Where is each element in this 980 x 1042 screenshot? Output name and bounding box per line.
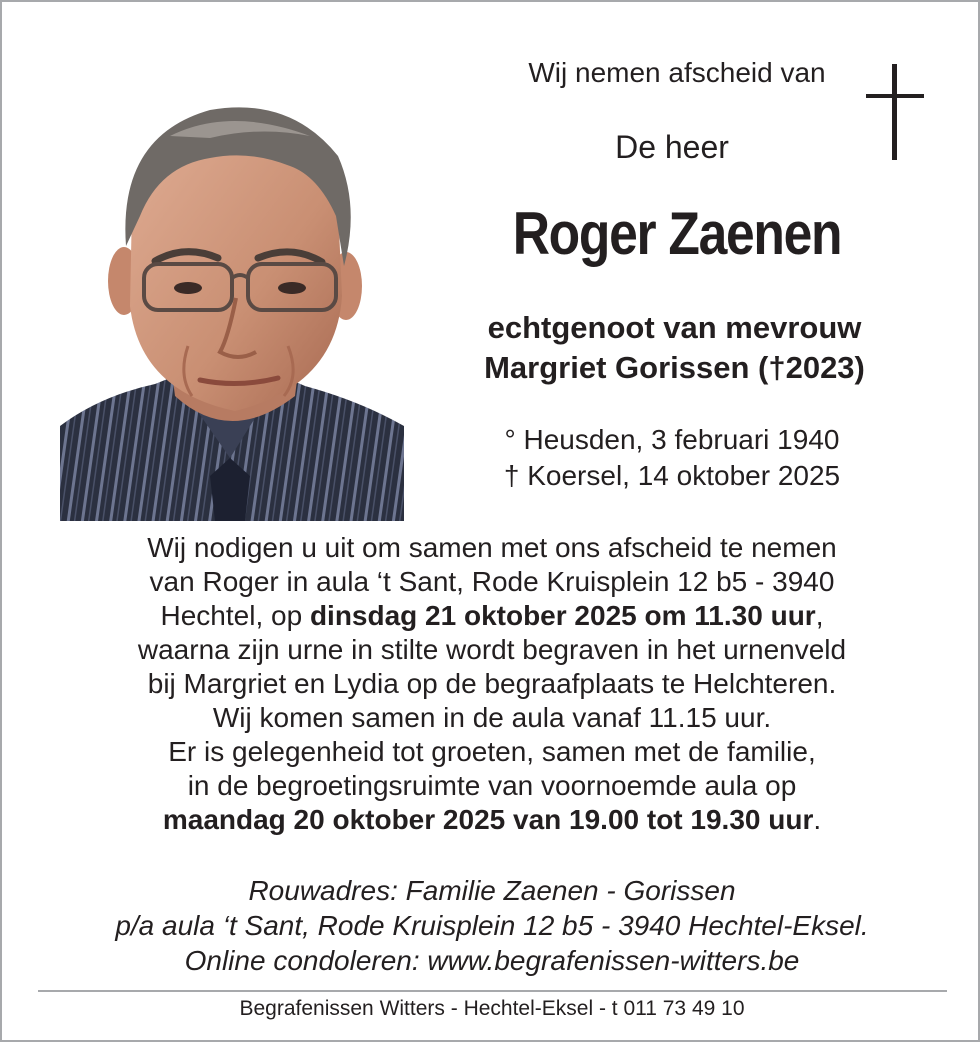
funeral-home-footer: Begrafenissen Witters - Hechtel-Eksel - t 011 73 49 10 — [239, 997, 745, 1020]
invitation-line: bij Margriet en Lydia op de begraafplaats te Helchteren. — [147, 668, 837, 699]
invitation-text-span: . — [813, 804, 822, 835]
invitation-text — [22, 531, 962, 837]
invitation-line: Wij nodigen u uit om samen met ons afscheid te nemen — [147, 532, 837, 563]
life-dates — [442, 422, 902, 494]
invitation-line — [22, 599, 962, 633]
address-line: Rouwadres: Familie Zaenen - Gorissen — [248, 875, 736, 906]
honorific: De heer — [615, 129, 729, 165]
portrait-photo — [60, 66, 404, 521]
visitation-datetime: maandag 20 oktober 2025 van 19.00 tot 19.30 uur — [162, 804, 814, 835]
birth-date: ° Heusden, 3 februari 1940 — [504, 424, 840, 455]
address-line: p/a aula ‘t Sant, Rode Kruisplein 12 b5 - 3940 Hechtel-Eksel. — [115, 910, 869, 941]
invitation-line: waarna zijn urne in stilte wordt begraven in het urnenveld — [137, 634, 847, 665]
footer-divider — [38, 990, 947, 992]
death-date: † Koersel, 14 oktober 2025 — [503, 460, 841, 491]
invitation-line — [22, 803, 962, 837]
invitation-line: in de begroetingsruimte van voornoemde aula op — [187, 770, 797, 801]
condolence-line: Online condoleren: www.begrafenissen-witters.be — [184, 945, 800, 976]
invitation-line: Er is gelegenheid tot groeten, samen met de familie, — [168, 736, 816, 767]
mourning-address — [22, 873, 962, 978]
spouse-info — [422, 308, 927, 388]
spouse-line-1: echtgenoot van mevrouw — [487, 310, 862, 345]
invitation-line: van Roger in aula ‘t Sant, Rode Kruisplein 12 b5 - 3940 — [149, 566, 835, 597]
invitation-text-span: Hechtel, op — [160, 600, 310, 631]
invitation-line: Wij komen samen in de aula vanaf 11.15 uur. — [212, 702, 772, 733]
intro-line: Wij nemen afscheid van — [528, 57, 826, 88]
latin-cross-icon — [866, 64, 924, 160]
ceremony-datetime: dinsdag 21 oktober 2025 om 11.30 uur — [309, 600, 816, 631]
invitation-text-span: , — [815, 600, 824, 631]
spouse-line-2: Margriet Gorissen (†2023) — [484, 350, 865, 385]
deceased-name: Roger Zaenen — [512, 200, 842, 267]
